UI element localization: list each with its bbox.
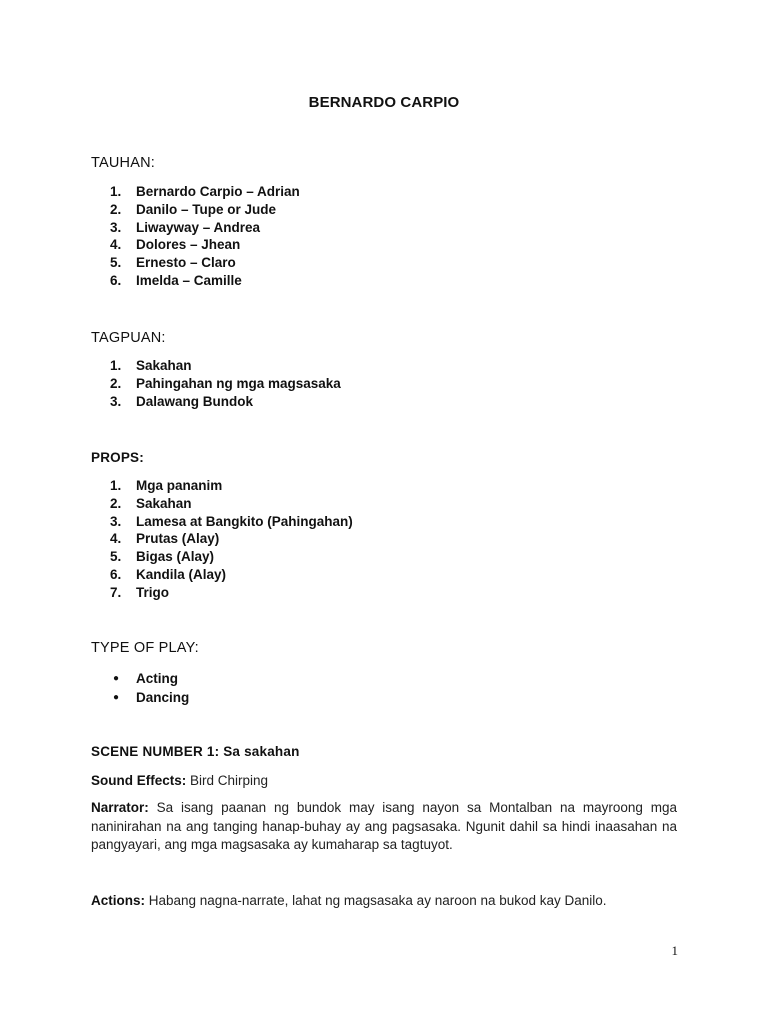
sound-effects-line	[91, 772, 677, 791]
list-item-text: Acting	[136, 671, 178, 686]
list-item: 3. Liwayway – Andrea	[110, 219, 261, 235]
list-item-text: Prutas (Alay)	[136, 531, 220, 547]
list-item: 3. Lamesa at Bangkito (Pahingahan)	[110, 513, 353, 529]
list-item-text: Bigas (Alay)	[136, 549, 215, 565]
list-item-text: Lamesa at Bangkito (Pahingahan)	[136, 513, 353, 529]
bullet-icon: ●	[113, 692, 120, 703]
bullet-icon: ●	[113, 673, 120, 684]
tagpuan-heading: TAGPUAN:	[91, 330, 166, 346]
tagpuan-list	[110, 357, 341, 410]
list-item: 7. Trigo	[110, 584, 169, 600]
narrator-text: Sa isang paanan ng bundok may isang nayon sa Montalban na mayroong mga naninirahan na ang tanging hanap-buhay ay ang pagsasaka. Ngunit dahil sa hindi inaasahan na pangyayari, ang mga magsasaka ay kumaharap sa tagtuyot.	[91, 800, 677, 852]
tauhan-list	[110, 183, 300, 290]
type-of-play-list	[110, 669, 189, 707]
tauhan-heading: TAUHAN:	[91, 155, 155, 171]
list-item-text: Ernesto – Claro	[136, 255, 236, 271]
list-item-text: Pahingahan ng mga magsasaka	[136, 375, 341, 391]
narrator-label: Narrator:	[91, 800, 149, 815]
sound-effects-text: Bird Chirping	[186, 773, 269, 788]
type-of-play-heading: TYPE OF PLAY:	[91, 640, 199, 656]
list-item: 2. Danilo – Tupe or Jude	[110, 201, 277, 217]
list-item: 2. Sakahan	[110, 495, 192, 511]
list-item: 6. Imelda – Camille	[110, 272, 242, 288]
list-item-text: Danilo – Tupe or Jude	[136, 201, 277, 217]
document-title: BERNARDO CARPIO	[308, 94, 460, 111]
actions-line	[91, 892, 677, 911]
list-item: 1. Bernardo Carpio – Adrian	[110, 184, 300, 199]
list-item-text: Dancing	[136, 690, 190, 705]
list-item: 5. Ernesto – Claro	[110, 255, 236, 271]
list-item-text: Liwayway – Andrea	[136, 219, 261, 235]
list-item: 2. Pahingahan ng mga magsasaka	[110, 375, 341, 391]
list-item-text: Dolores – Jhean	[136, 237, 241, 253]
list-item-text: Dalawang Bundok	[136, 393, 254, 409]
list-item: 1. Mga pananim	[110, 478, 223, 493]
props-list	[110, 477, 353, 602]
list-item-text: Imelda – Camille	[136, 272, 242, 288]
list-item-text: Kandila (Alay)	[136, 566, 227, 582]
list-item-text: Sakahan	[136, 495, 192, 511]
list-item-text: Bernardo Carpio – Adrian	[136, 184, 300, 199]
list-item: 3. Dalawang Bundok	[110, 393, 254, 409]
list-item: 4. Prutas (Alay)	[110, 531, 220, 547]
list-item: 4. Dolores – Jhean	[110, 237, 241, 253]
sound-effects-label: Sound Effects:	[91, 773, 187, 788]
props-heading: PROPS:	[91, 450, 144, 465]
list-item: 6. Kandila (Alay)	[110, 566, 227, 582]
list-item	[110, 688, 189, 707]
actions-text: Habang nagna-narrate, lahat ng magsasaka ay naroon na bukod kay Danilo.	[145, 893, 607, 908]
list-item: 1. Sakahan	[110, 358, 192, 373]
list-item-text: Sakahan	[136, 358, 192, 373]
page-number: 1	[671, 943, 678, 958]
scene-heading: SCENE NUMBER 1: Sa sakahan	[91, 744, 300, 759]
narrator-paragraph	[91, 799, 677, 855]
list-item-text: Trigo	[136, 584, 169, 600]
actions-label: Actions:	[91, 893, 145, 908]
list-item	[110, 669, 189, 688]
list-item-text: Mga pananim	[136, 478, 223, 493]
list-item: 5. Bigas (Alay)	[110, 549, 215, 565]
